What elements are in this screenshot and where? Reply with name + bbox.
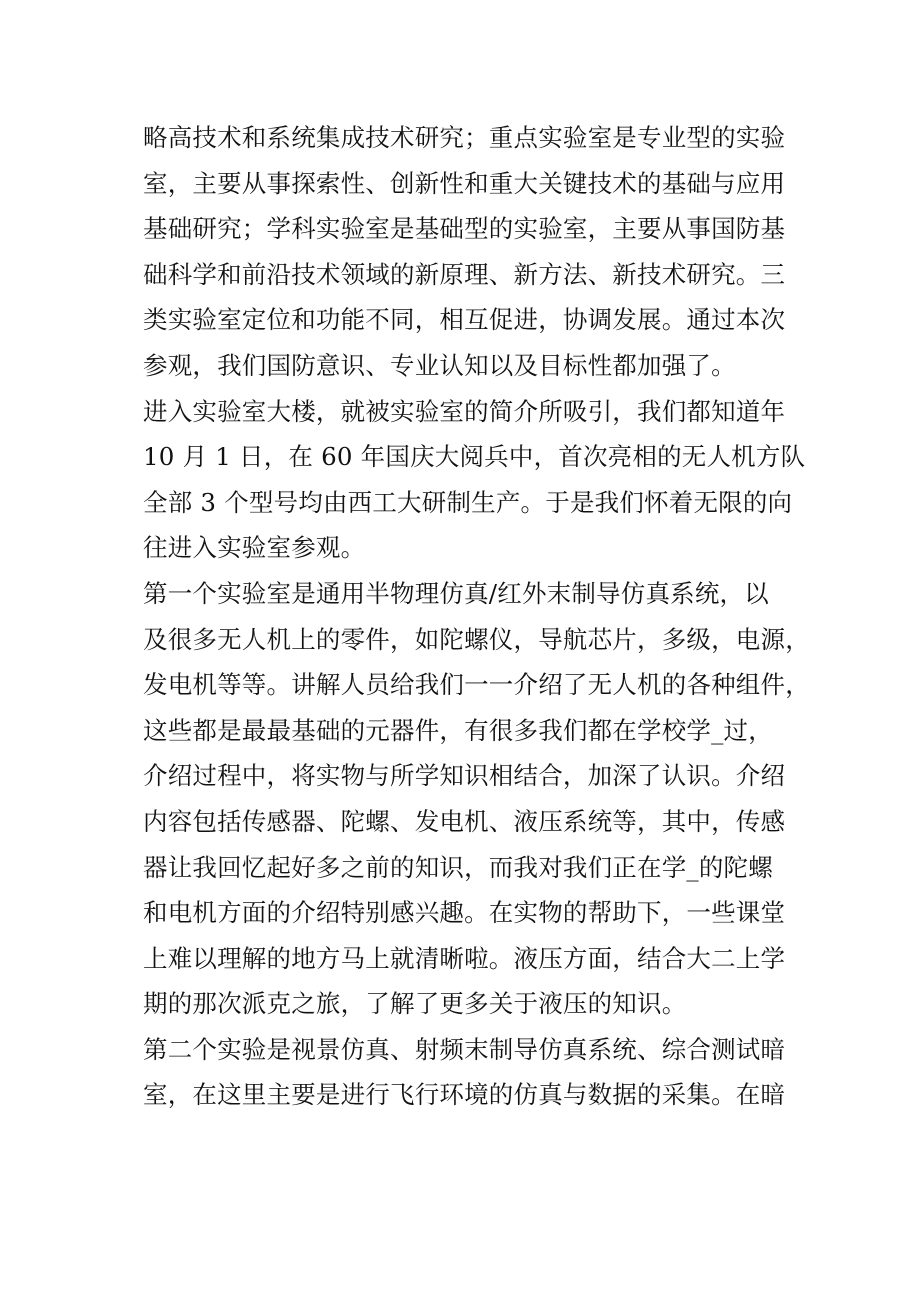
text-line: 室，在这里主要是进行飞行环境的仿真与数据的采集。在暗 [143,1080,786,1110]
paragraph-1 [143,115,786,389]
text-line: 全部 3 个型号均由西工大研制生产。于是我们怀着无限的向 [143,487,793,517]
text-line: 上难以理解的地方马上就清晰啦。液压方面，结合大二上学 [143,943,786,973]
text-line: 器让我回忆起好多之前的知识，而我对我们正在学_的陀螺 [143,852,773,882]
text-line: 这些都是最最基础的元器件，有很多我们都在学校学_过， [143,715,773,745]
text-line: 室，主要从事探索性、创新性和重大关键技术的基础与应用 [143,168,786,198]
text-line: 基础研究；学科实验室是基础型的实验室，主要从事国防基 [143,214,786,244]
text-line: 和电机方面的介绍特别感兴趣。在实物的帮助下，一些课堂 [143,898,786,928]
text-line: 参观，我们国防意识、专业认知以及目标性都加强了。 [143,350,736,380]
text-line: 10 月 1 日，在 60 年国庆大阅兵中，首次亮相的无人机方队 [143,442,806,472]
text-line: 第一个实验室是通用半物理仿真/红外末制导仿真系统，以 [143,578,769,608]
text-line: 期的那次派克之旅，了解了更多关于液压的知识。 [143,989,687,1019]
text-line: 第二个实验是视景仿真、射频末制导仿真系统、综合测试暗 [143,1034,786,1064]
text-line: 发电机等等。讲解人员给我们一一介绍了无人机的各种组件， [143,670,810,700]
paragraph-3 [143,571,810,1027]
text-line: 略高技术和系统集成技术研究；重点实验室是专业型的实验 [143,123,786,152]
text-line: 内容包括传感器、陀螺、发电机、液压系统等，其中，传感 [143,806,786,836]
text-line: 及很多无人机上的零件，如陀螺仪，导航芯片，多级，电源， [143,624,810,654]
text-line: 础科学和前沿技术领域的新原理、新方法、新技术研究。三 [143,259,786,289]
text-line: 往进入实验室参观。 [143,533,366,563]
text-line: 进入实验室大楼，就被实验室的简介所吸引，我们都知道年 [143,396,786,426]
paragraph-4 [143,1027,786,1118]
paragraph-2 [143,389,806,571]
document-body [143,115,810,1118]
text-line: 类实验室定位和功能不同，相互促进，协调发展。通过本次 [143,305,786,335]
text-line: 介绍过程中，将实物与所学知识相结合，加深了认识。介绍 [143,761,786,791]
